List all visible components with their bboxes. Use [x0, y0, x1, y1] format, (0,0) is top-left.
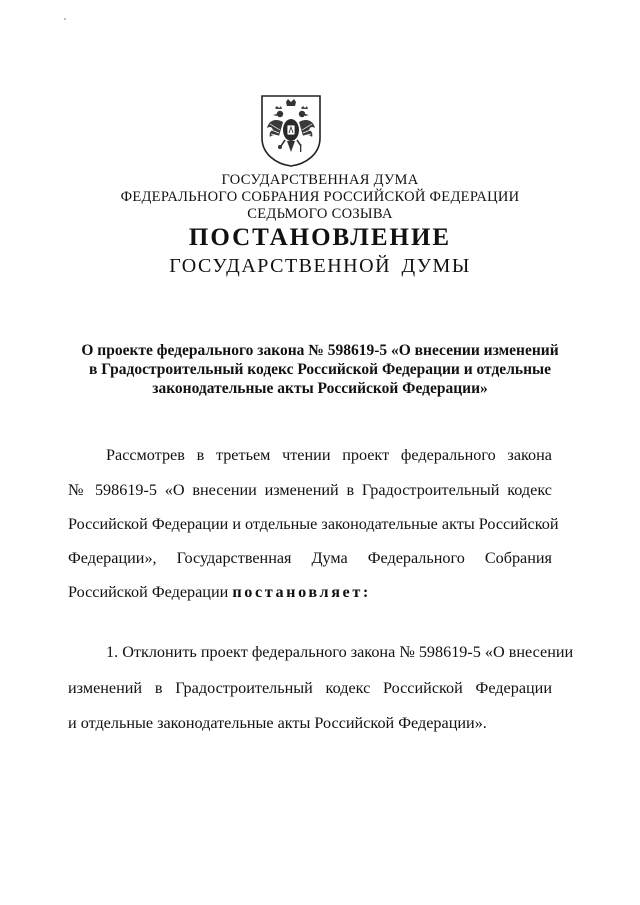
- resolution-line: и отдельные законодательные акты Российской Федерации».: [68, 714, 487, 732]
- resolution-line: 1. Отклонить проект федерального закона № 598619-5 «О внесении: [106, 643, 574, 661]
- preamble-closing-line: [68, 583, 552, 602]
- document-type-title: ПОСТАНОВЛЕНИЕ: [188, 224, 452, 251]
- resolution-line: изменений в Градостроительный кодекс Российской Федерации: [68, 679, 552, 697]
- preamble-line: Федерации», Государственная Дума Федерального Собрания: [68, 549, 552, 567]
- subject-line: О проекте федерального закона № 598619-5 «О внесении изменений: [81, 342, 559, 359]
- preamble-line: № 598619-5 «О внесении изменений в Градостроительный кодекс: [68, 481, 552, 499]
- org-name-line: ГОСУДАРСТВЕННАЯ ДУМА: [221, 172, 419, 188]
- org-assembly-line: ФЕДЕРАЛЬНОГО СОБРАНИЯ РОССИЙСКОЙ ФЕДЕРАЦИИ: [120, 189, 520, 205]
- scan-speck: [64, 18, 66, 20]
- subject-line: в Градостроительный кодекс Российской Федерации и отдельные: [89, 361, 551, 378]
- preamble-text: Российской Федерации: [68, 583, 229, 601]
- preamble-line: Рассмотрев в третьем чтении проект федерального закона: [106, 446, 552, 464]
- document-issuer-title: ГОСУДАРСТВЕННОЙ ДУМЫ: [169, 255, 471, 277]
- resolves-keyword: постановляет:: [232, 583, 371, 601]
- convocation-line: СЕДЬМОГО СОЗЫВА: [247, 206, 393, 222]
- subject-line: законодательные акты Российской Федерации»: [152, 380, 488, 397]
- russian-double-headed-eagle-emblem-icon: [258, 94, 324, 168]
- preamble-line: Российской Федерации и отдельные законодательные акты Российской: [68, 515, 559, 533]
